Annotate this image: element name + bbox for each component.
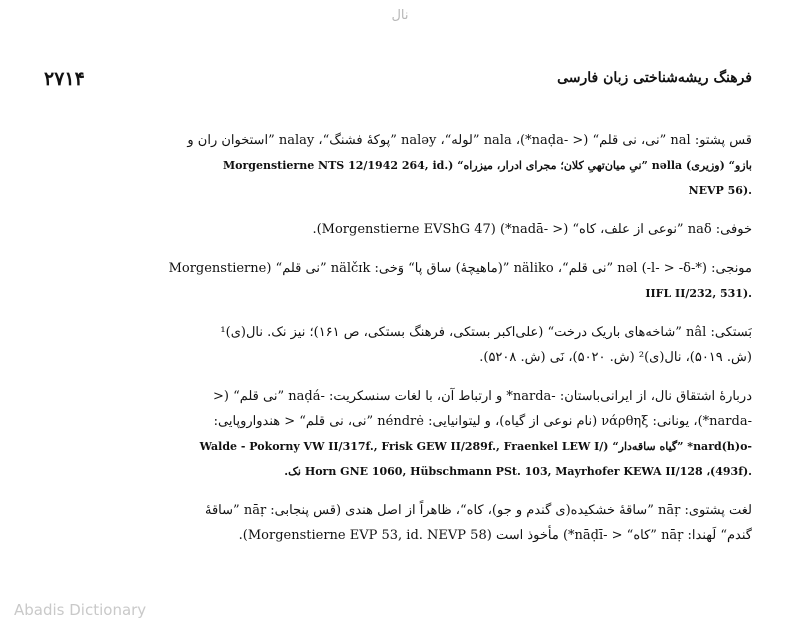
book-title: فرهنگ ریشه‌شناختی زبان فارسی: [557, 70, 752, 86]
entry-line: دربارهٔ اشتقاق نال، از ایرانی‌باستان: -narda* و ارتباط آن، با لغات سنسکریت: -naḍá ”نی قلم“ (<: [212, 389, 752, 404]
entry-line: بازو“ (وزیری) nəlla ”نیِ میان‌تهیِ کلان؛ مجرای ادرار، میزراه“ (.Morgenstierne NTS 12/1942 264, id: [222, 159, 752, 172]
entry-line: .(IIFL II/232, 531: [645, 287, 752, 300]
entry-line: .Horn GNE 1060, Hübschmann PSt. 103, Mayrhofer KEWA II/128 ،(493f) نک.: [284, 465, 752, 478]
page-number: ۲۷۱۴: [44, 68, 85, 90]
entry-line: .(NEVP 56: [688, 184, 752, 197]
entry-line: مونجی: nəl (-l- > -δ-*) ”نی قلم“، näliko ”(ماهیچهٔ) ساق پا“ وَخی: nälčɪk ”نی قلم“ (Morgenstierne: [168, 261, 752, 276]
entry-line: خوفی: naδ ”نوعی از علف، کاه“ (< -nadā*) (Morgenstierne EVShG 47).: [312, 222, 752, 237]
entry-line: قس پشتو: nal ”نی، نی قلم“ (< -naḍa*)، nala ”لوله“، naləy ”پوکهٔ فشنگ“، nalay ”استخوان ران و: [187, 133, 752, 148]
entry-khufi: [44, 217, 752, 242]
entries: [44, 128, 752, 562]
entry-line: -narda*)، یونانی: νάρθηξ (نام نوعی از گیاه)، و لیتوانیایی: néndrė ”نی، نی قلم“ < هندواروپایی:: [213, 414, 752, 429]
site-title: نال: [391, 8, 409, 23]
entry-line: لغت پشتوی: nāṛ ”ساقهٔ خشکیده(ی گندم و جو)، کاه“، ظاهراً از اصل هندی (قس پنجابی: nāṛ ”ساقهٔ: [205, 503, 752, 518]
entry-line: گندم“ لَهندا: nāṛ ”کاه“ < -nāḍī*) مأخوذ است (Morgenstierne EVP 53, id. NEVP 58).: [238, 528, 752, 543]
entry-pashto-word: [44, 498, 752, 548]
page-header: [44, 68, 752, 100]
entry-line: (ش. ۵۰۱۹)، نال(ی)² (ش. ۵۰۲۰)، نَی (ش. ۵۲۰۸).: [479, 350, 752, 365]
dictionary-page: [44, 56, 752, 616]
entry-pashto: [44, 128, 752, 203]
entry-line: بَستکی: nâl ”شاخه‌های باریک درخت“ (علی‌اکبر بستکی، فرهنگ بستکی، ص ۱۶۱)؛ نیز نک. نال(ی)¹: [220, 325, 752, 340]
entry-bastaki: [44, 320, 752, 370]
watermark: Abadis Dictionary: [14, 601, 147, 619]
entry-line: -nard(h)o* ”گیاه ساقه‌دار“ (/Walde - Pokorny VW II/317f., Frisk GEW II/289f., Fraenkel LEW I: [199, 440, 752, 453]
entry-munji: [44, 256, 752, 306]
entry-etymology: [44, 384, 752, 484]
